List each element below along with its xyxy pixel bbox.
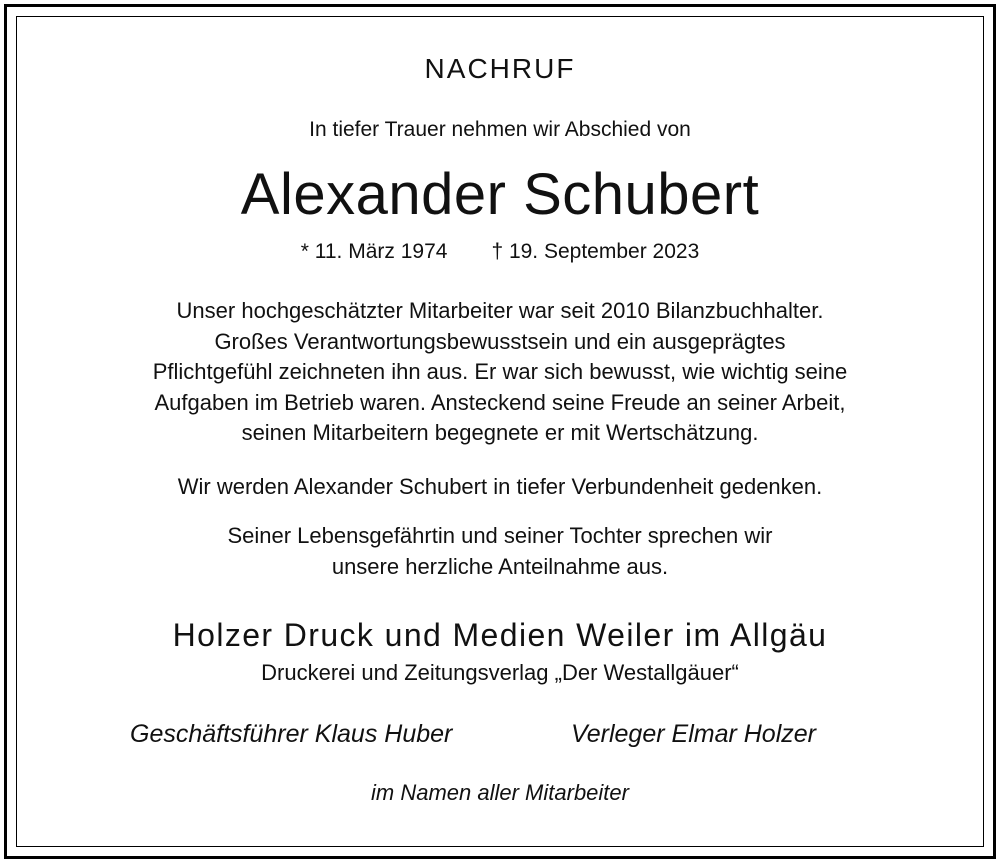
- condolence-line: Seiner Lebensgefährtin und seiner Tochter sprechen wir: [227, 523, 773, 548]
- tribute-line: Unser hochgeschätzter Mitarbeiter war seit 2010 Bilanzbuchhalter.: [176, 298, 824, 323]
- company-subtitle: Druckerei und Zeitungsverlag „Der Westallgäuer“: [261, 660, 739, 685]
- birth-date: * 11. März 1974: [300, 240, 448, 263]
- condolence-line: unsere herzliche Anteilnahme aus.: [331, 553, 669, 579]
- signer-managing-director: Geschäftsführer Klaus Huber: [130, 720, 453, 748]
- condolence-paragraph: [0, 521, 1000, 582]
- tribute-line: Pflichtgefühl zeichneten ihn aus. Er war sich bewusst, wie wichtig seine: [152, 359, 848, 384]
- footer-note: im Namen aller Mitarbeiter: [371, 780, 629, 805]
- tribute-line: Aufgaben im Betrieb waren. Ansteckend seine Freude an seiner Arbeit,: [154, 389, 846, 415]
- tribute-line: seinen Mitarbeitern begegnete er mit Wertschätzung.: [241, 420, 759, 445]
- death-date: † 19. September 2023: [491, 240, 700, 263]
- remembrance-line: Wir werden Alexander Schubert in tiefer Verbundenheit gedenken.: [177, 474, 823, 499]
- tribute-paragraph: [0, 296, 1000, 449]
- notice-heading: NACHRUF: [424, 53, 576, 84]
- signer-publisher: Verleger Elmar Holzer: [571, 720, 816, 748]
- company-name: Holzer Druck und Medien Weiler im Allgäu: [172, 617, 828, 653]
- deceased-name: Alexander Schubert: [240, 162, 760, 227]
- tribute-line: Großes Verantwortungsbewusstsein und ein ausgeprägtes: [214, 328, 786, 354]
- life-dates: [0, 240, 1000, 264]
- intro-text: In tiefer Trauer nehmen wir Abschied von: [309, 118, 691, 141]
